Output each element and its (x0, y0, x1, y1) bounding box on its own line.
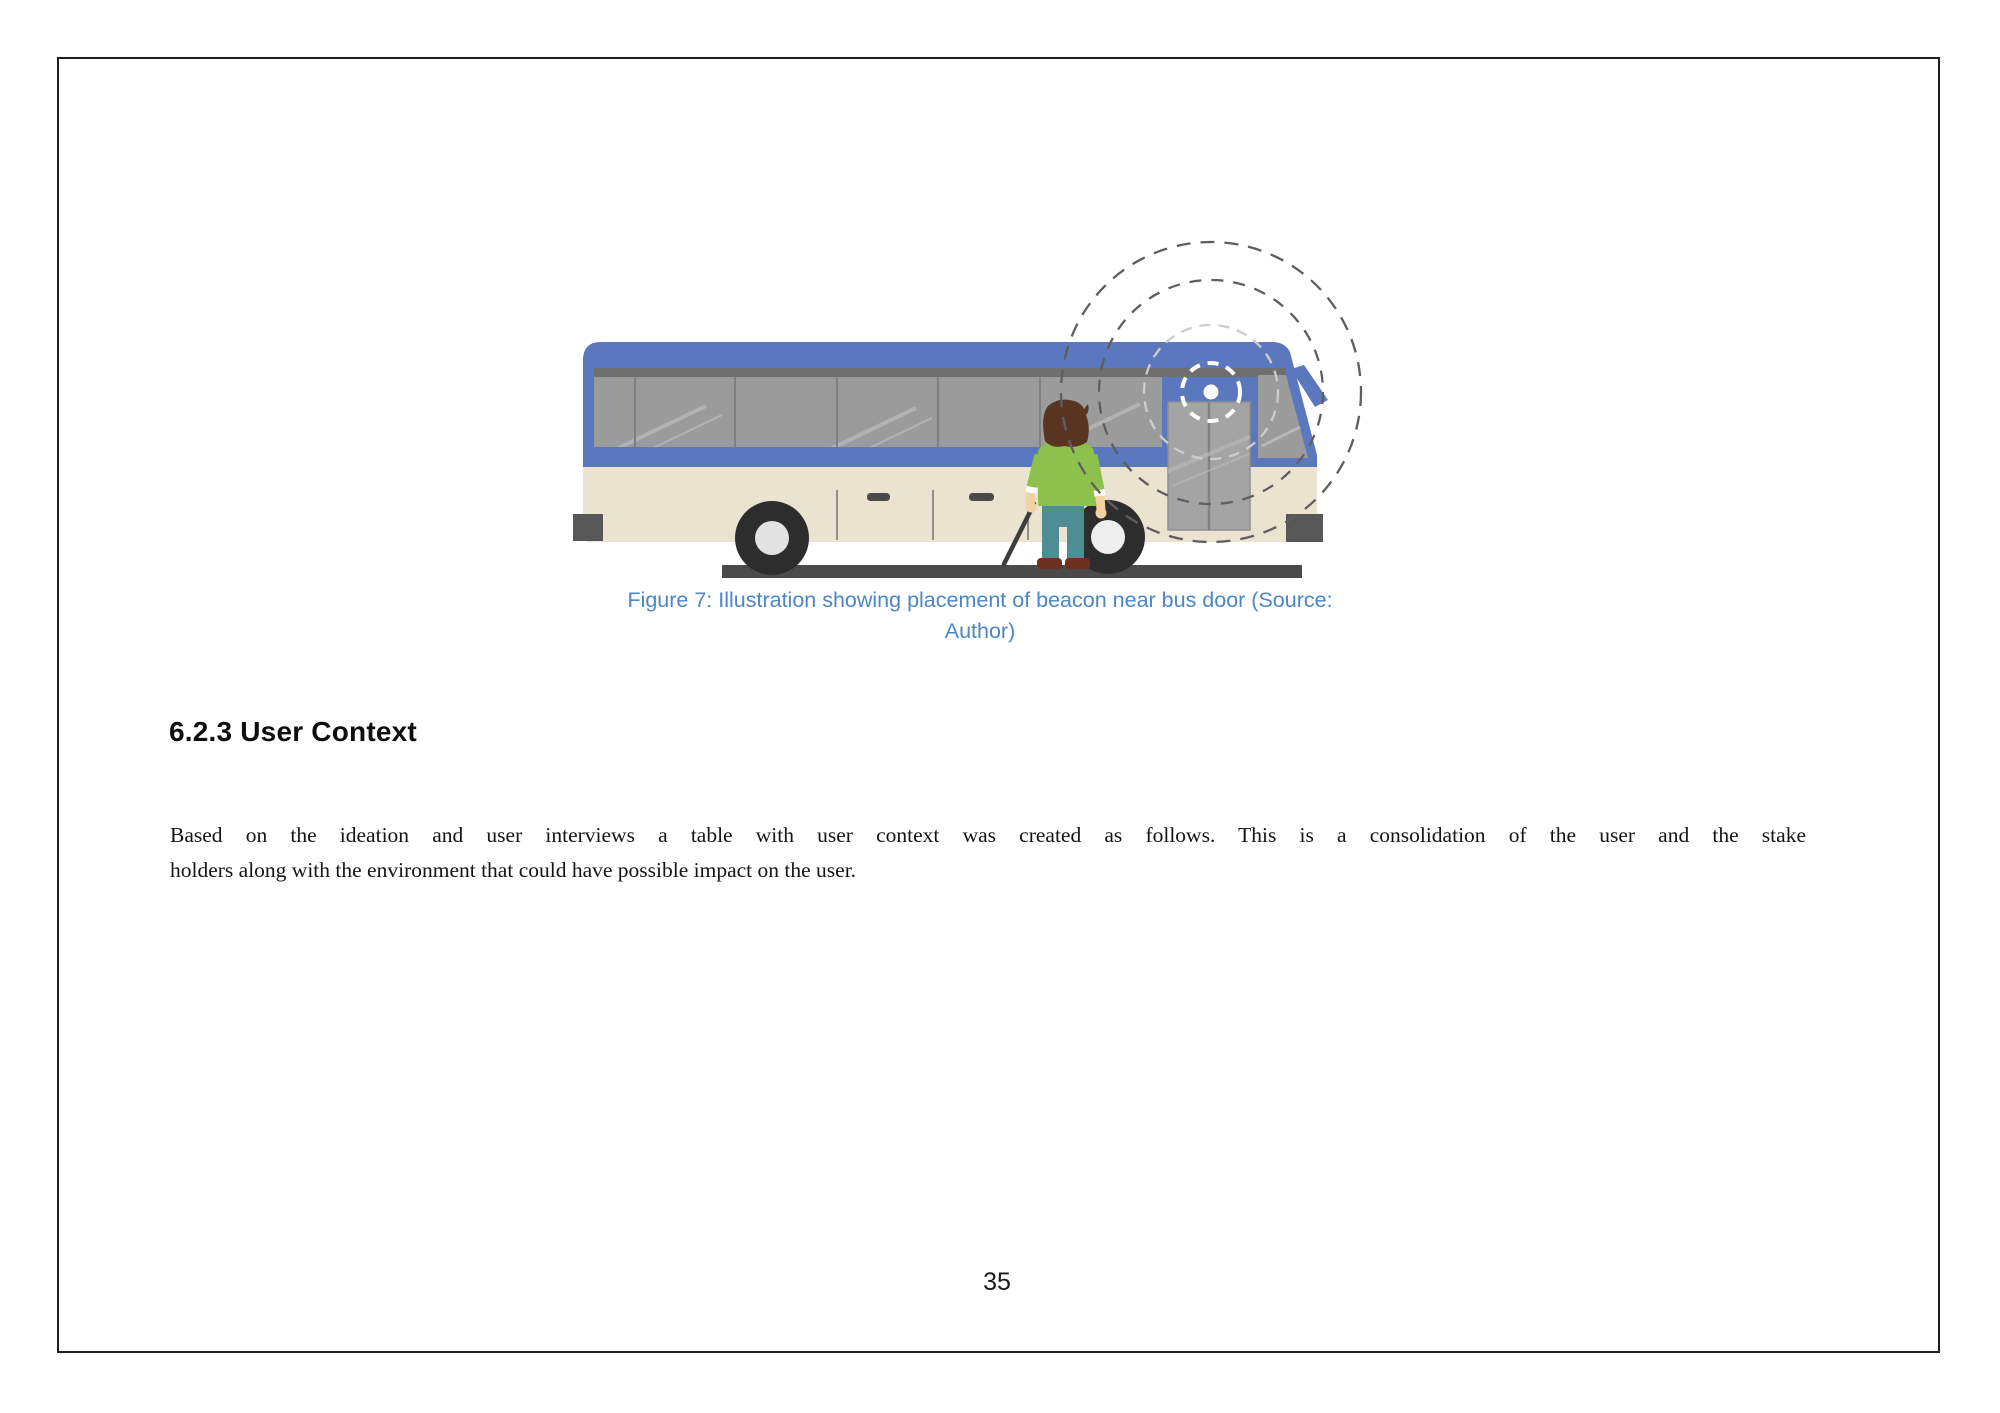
page-number: 35 (983, 1268, 1011, 1296)
person-hair (1043, 400, 1089, 447)
body-paragraph-line1: Based on the ideation and user interviews a table with user context was created as follows. This is a consolidation of the user and the stake (170, 823, 1806, 847)
figure-caption-line2: Author) (944, 619, 1016, 643)
window-top-strip (594, 368, 1286, 377)
section-heading: 6.2.3 User Context (169, 716, 417, 747)
bus-beacon-illustration (560, 225, 1410, 590)
figure-illustration (560, 225, 1410, 590)
body-paragraph-line2: holders along with the environment that could have possible impact on the user. (170, 858, 857, 882)
figure-caption-line1: Figure 7: Illustration showing placement of beacon near bus door (Source: (627, 588, 1333, 612)
figure-caption (480, 585, 1480, 647)
road (722, 565, 1302, 578)
rear-bumper (573, 514, 603, 541)
beacon-dot (1204, 385, 1219, 400)
body-paragraph (170, 818, 1806, 888)
rear-wheel (735, 501, 809, 575)
